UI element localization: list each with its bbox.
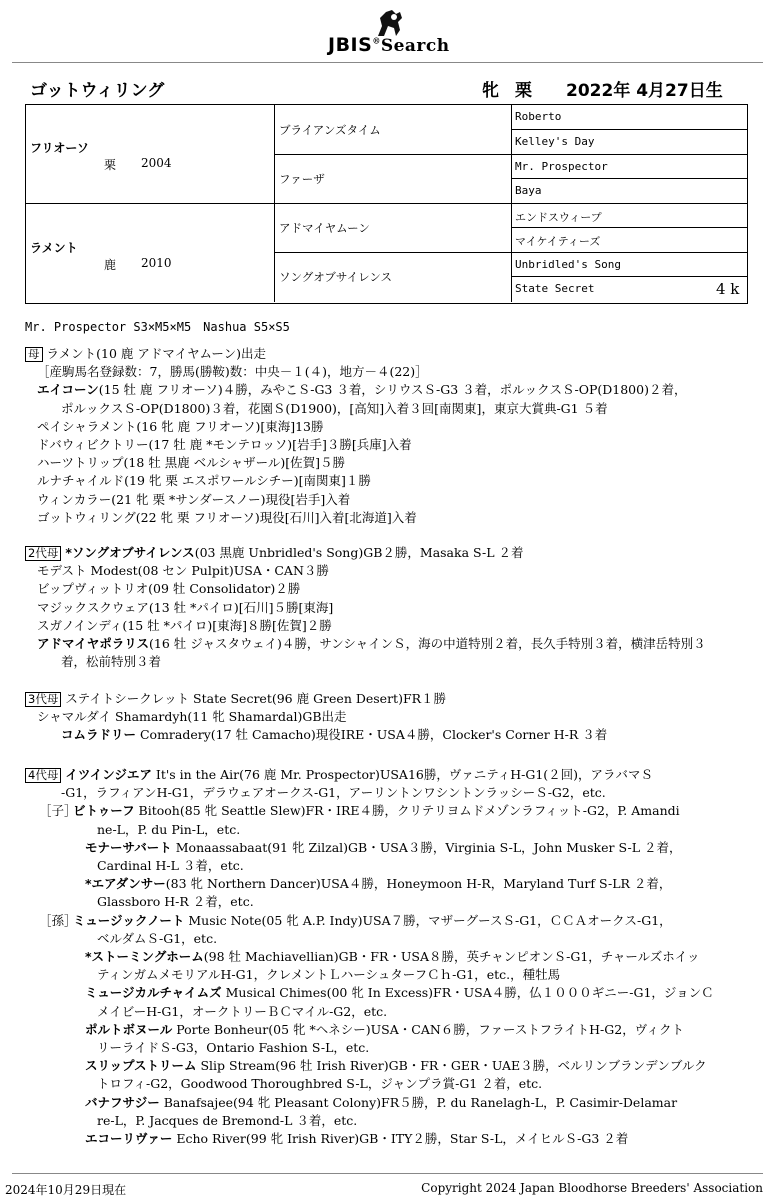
progeny-line: ウィンカラー(21 牝 栗 *サンダースノー)現役[岩手]入着	[37, 491, 351, 507]
second-dam-section	[25, 544, 760, 671]
dam-tag: 母	[25, 347, 43, 362]
horse-title	[30, 76, 750, 100]
descendant-text: Glassboro H-R ２着，etc.	[97, 894, 254, 910]
progeny-line: シャマルダイ Shamardyh(11 牝 Shamardal)GB出走	[37, 709, 347, 725]
descendant-text: トロフィ-G2，Goodwood Thoroughbred S-L，ジャンプラ賞-G1 ２着，etc.	[97, 1076, 543, 1092]
progeny-text: ポルックスＳ-OP(D1800)３着，花園Ｓ(D1900)，[高知]入着３回[南関東]，東京大賞典-G1 ５着	[61, 400, 608, 416]
descendant-name[interactable]: ミュージカルチャイムズ	[85, 985, 222, 1001]
descendant-name[interactable]: ミュージックノート	[73, 912, 185, 928]
logo-text: JBIS®Search	[328, 34, 450, 56]
progeny-text: (15 牡 鹿 フリオーソ)４勝，みやこＳ-G3 ３着，シリウスＳ-G3 ３着，ポルックスＳ-OP(D1800)２着，	[98, 382, 687, 398]
fourth-dam-text: It's in the Air(76 鹿 Mr. Prospector)USA16勝，ヴァニティH-G1(２回)，アラバマＳ	[151, 767, 654, 782]
progeny-line: ペイシャラメント(16 牝 鹿 フリオーソ)[東海]13勝	[37, 418, 324, 434]
descendant-text: Musical Chimes(00 牝 In Excess)FR・USA４勝，仏１０００ギニー-G1，ジョンＣ	[221, 985, 714, 1001]
third-dam-tag: 3代母	[25, 692, 61, 707]
descendant-text: Banafsajee(94 牝 Pleasant Colony)FR５勝，P. du Ranelagh-L，P. Casimir-Delamar	[159, 1094, 678, 1110]
descendant-text: (98 牡 Machiavellian)GB・FR・USA８勝，英チャンピオンＳ-G1，チャールズホイッ	[203, 949, 700, 965]
progeny-line: ハーツトリップ(18 牡 黒鹿 ベルシャザール)[佐賀]５勝	[37, 455, 346, 471]
progeny-line: マジックスクウェア(13 牡 *パイロ)[石川]５勝[東海]	[37, 599, 334, 615]
progeny-admire-polaris[interactable]: アドマイヤポラリス	[37, 636, 150, 652]
gen2-cell[interactable]: ソングオブサイレンス	[279, 270, 392, 284]
progeny-line: モデスト Modest(08 セン Pulpit)USA・CAN３勝	[37, 563, 329, 579]
gen3-cell[interactable]: State Secret	[515, 282, 595, 295]
third-dam-text: ステイトシークレット State Secret(96 鹿 Green Desert)FR１勝	[65, 691, 447, 706]
progeny-line: スガノインディ(15 牡 *パイロ)[東海]８勝[佐賀]２勝	[37, 617, 332, 633]
fourth-dam-tag: 4代母	[25, 768, 61, 783]
grandchildren-label: ［孫］	[39, 912, 77, 928]
dam-color: 鹿	[104, 258, 117, 272]
row-divider	[511, 129, 747, 130]
dam-progeny-stats: ［産駒馬名登録数：7，勝馬(勝鞍)数：中央－１(４)，地方－４(22)］	[37, 364, 428, 380]
gen3-cell[interactable]: マイケイティーズ	[515, 235, 601, 248]
progeny-comradery[interactable]: コムラドリー	[61, 727, 137, 743]
descendant-text: Cardinal H-L ３着，etc.	[97, 858, 244, 874]
descendant-name[interactable]: モナーサバート	[85, 839, 172, 855]
progeny-line: ゴットウィリング(22 牝 栗 フリオーソ)現役[石川]入着[北海道]入着	[37, 509, 417, 525]
pedigree-table	[25, 104, 748, 304]
second-dam-name[interactable]: *ソングオブサイレンス	[65, 545, 195, 560]
descendant-name[interactable]: エコーリヴァー	[85, 1131, 173, 1147]
dam-section	[25, 345, 760, 527]
descendant-text: Monaassabaat(91 牝 Zilzal)GB・USA３勝，Virginia S-L，John Musker S-L ２着，	[171, 839, 682, 855]
children-label: ［子］	[39, 803, 77, 819]
dam-name[interactable]: ラメント	[30, 241, 78, 255]
gen2-cell[interactable]: ファーザ	[279, 172, 325, 186]
footer-rule	[12, 1173, 763, 1174]
row-divider	[274, 252, 747, 253]
row-divider	[511, 227, 747, 228]
gen2-cell[interactable]: ブライアンズタイム	[279, 123, 381, 137]
dam-year: 2010	[141, 256, 172, 270]
second-dam-text: (03 黒鹿 Unbridled's Song)GB２勝，Masaka S-L ２着	[194, 545, 524, 560]
gen3-cell[interactable]: Mr. Prospector	[515, 160, 608, 173]
horse-name: ゴットウィリング	[30, 81, 165, 101]
row-divider	[26, 203, 747, 204]
row-divider	[511, 276, 747, 277]
progeny-text: (16 牡 ジャスタウェイ)４勝，サンシャインＳ，海の中道特別２着，長久手特別３着，横津岳特別３	[149, 636, 706, 652]
horse-sex: 牝	[482, 81, 499, 101]
fourth-dam-name[interactable]: イツインジエア	[65, 767, 152, 782]
progeny-eicorn[interactable]: エイコーン	[37, 382, 99, 398]
gen3-cell[interactable]: エンドスウィープ	[515, 211, 602, 224]
dam-line: ラメント(10 鹿 アドマイヤムーン)出走	[46, 346, 266, 361]
descendant-text: Slip Stream(96 牡 Irish River)GB・FR・GER・UAE３勝，ベルリンブランデンブルク	[196, 1058, 707, 1074]
descendant-text: メイビーH-G1，オークトリーＢＣマイル-G2，etc.	[97, 1003, 388, 1019]
descendant-name[interactable]: ポルトボヌール	[85, 1021, 173, 1037]
progeny-line: ルナチャイルド(19 牝 栗 エスポワールシチー)[南関東]１勝	[37, 473, 371, 489]
as-of-date: 2024年10月29日現在	[5, 1183, 127, 1197]
sire-year: 2004	[141, 156, 172, 170]
family-number: 4 k	[716, 280, 740, 298]
descendant-text: Porte Bonheur(05 牝 *ヘネシー)USA・CAN６勝，ファーストフライトH-G2，ヴィクト	[172, 1021, 684, 1037]
fourth-dam-section	[25, 766, 760, 1148]
gen3-cell[interactable]: Baya	[515, 184, 542, 197]
progeny-text: Comradery(17 牡 Camacho)現役IRE・USA４勝，Clocker's Corner H-R ３着	[136, 727, 608, 743]
descendant-text: ティンガムメモリアルH-G1，クレメントＬハーシュターフＣｈ-G1，etc.，種牡馬	[97, 967, 561, 983]
gen3-cell[interactable]: Roberto	[515, 110, 562, 123]
descendant-name[interactable]: ビトゥーフ	[73, 803, 135, 819]
descendant-text: Music Note(05 牝 A.P. Indy)USA７勝，マザーグースＳ-G1，ＣＣＡオークス-G1，	[184, 912, 672, 928]
third-dam-section	[25, 690, 760, 745]
descendant-name[interactable]: *エアダンサー	[85, 876, 166, 892]
progeny-text: 着，松前特別３着	[61, 654, 162, 670]
descendant-text: (83 牝 Northern Dancer)USA４勝，Honeymoon H-R，Maryland Turf S-LR ２着，	[165, 876, 672, 892]
descendant-text: ne-L，P. du Pin-L，etc.	[97, 821, 241, 837]
gen2-cell[interactable]: アドマイヤムーン	[279, 221, 370, 235]
descendant-text: re-L，P. Jacques de Bremond-L ３着，etc.	[97, 1112, 358, 1128]
descendant-name[interactable]: バナフサジー	[85, 1094, 160, 1110]
row-divider	[274, 154, 747, 155]
descendant-text: Echo River(99 牝 Irish River)GB・ITY２勝，Star S-L，メイヒルＳ-G3 ２着	[172, 1131, 629, 1147]
sire-name[interactable]: フリオーソ	[30, 141, 89, 155]
descendant-text: リーライドＳ-G3，Ontario Fashion S-L，etc.	[97, 1040, 370, 1056]
descendant-name[interactable]: *ストーミングホーム	[85, 949, 204, 965]
progeny-line: ビップヴィットリオ(09 牡 Consolidator)２勝	[37, 581, 301, 597]
gen3-cell[interactable]: Unbridled's Song	[515, 258, 621, 271]
header-rule	[12, 62, 763, 63]
gen3-cell[interactable]: Kelley's Day	[515, 135, 595, 148]
horse-color: 栗	[515, 81, 532, 101]
inbreeding-info: Mr. Prospector S3×M5×M5 Nashua S5×S5	[25, 320, 290, 334]
sire-color: 栗	[104, 158, 117, 172]
jbis-logo[interactable]	[328, 8, 468, 56]
descendant-text: Bitooh(85 牝 Seattle Slew)FR・IRE４勝，クリテリヨムドメゾンラフィット-G2，P. Amandi	[134, 803, 680, 819]
copyright: Copyright 2024 Japan Bloodhorse Breeders' Association	[421, 1181, 763, 1195]
progeny-line: ドバウィビクトリー(17 牡 鹿 *モンテロッソ)[岩手]３勝[兵庫]入着	[37, 437, 412, 453]
horse-birthdate: 2022年 4月27日生	[566, 81, 723, 101]
descendant-text: ベルダムＳ-G1，etc.	[97, 930, 218, 946]
row-divider	[511, 178, 747, 179]
fourth-dam-text: -G1，ラフィアンH-G1，デラウェアオークス-G1，アーリントンワシントンラッシーＳ-G2，etc.	[61, 785, 606, 801]
second-dam-tag: 2代母	[25, 546, 61, 561]
descendant-name[interactable]: スリップストリーム	[85, 1058, 197, 1074]
